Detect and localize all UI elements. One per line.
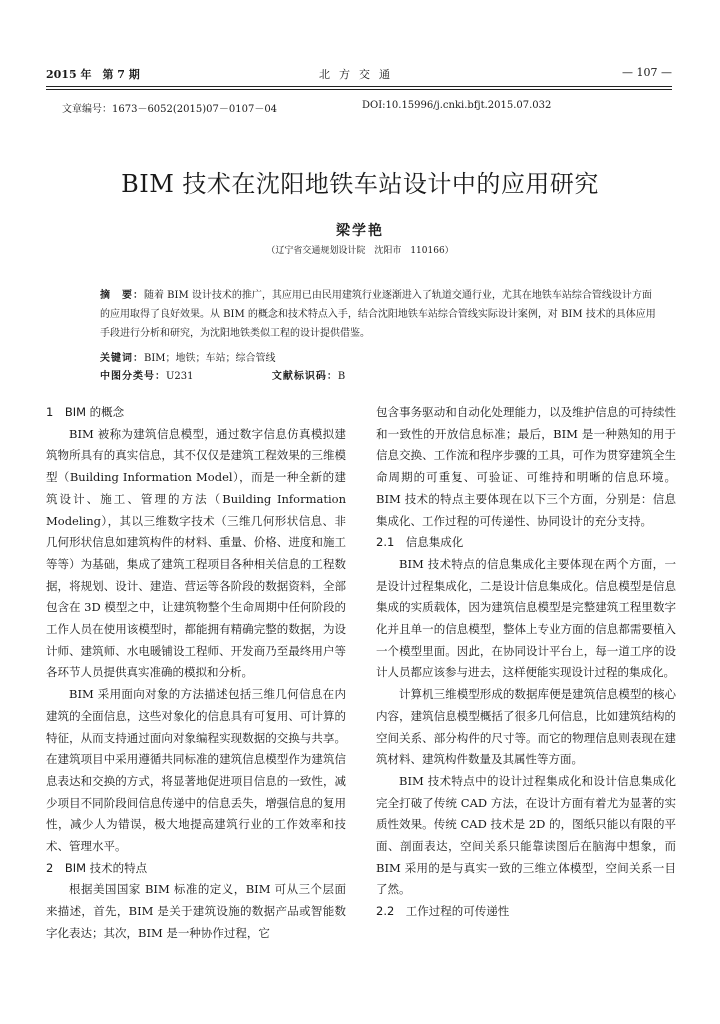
keywords-text: BIM；地铁；车站；综合管线 [144,353,276,364]
abstract-label: 摘 要： [100,290,144,301]
classification-line [100,367,345,382]
paragraph: BIM 技术特点中的设计过程集成化和设计信息集成化完全打破了传统 CAD 方法，在设计方面有着尤为显著的实质性效果。传统 CAD 技术是 2D 的，图纸只能以有限的平面、剖面表达，空间关系只能靠读图后在脑海中想象，而 BIM 采用的是与真实一致的三维立体模型，空间关系一目了然。 [376,773,676,897]
paragraph: 包含事务驱动和自动化处理能力，以及维护信息的可持续性和一致性的开放信息标准；最后，BIM 是一种熟知的用于信息交换、工作流和程序步骤的工具，可作为贯穿建筑全生命周期的可重复、可验证、可维持和明晰的信息环境。BIM 技术的特点主要体现在以下三个方面，分别是：信息集成化、工作过程的可传递性、协同设计的充分支持。 [376,405,676,528]
paragraph: BIM 技术特点的信息集成化主要体现在两个方面，一是设计过程集成化，二是设计信息集成化。信息模型是信息集成的实质载体，因为建筑信息模型是完整建筑工程里数字化并且单一的信息模型，整体上专业方面的信息都需要植入一个模型里面。因此，在协同设计平台上，每一道工序的设计人员都应该参与进去，这样便能实现设计过程的集成化。 [376,556,676,680]
doc-code-value: B [337,371,346,382]
page-number: — 107 — [622,66,672,79]
issue-label: 2015 年 第 7 期 [46,68,140,81]
author-name: 梁学艳 [336,223,384,239]
article-number: 文章编号：1673－6052(2015)07－0107－04 [62,104,278,115]
running-header [46,66,672,82]
journal-name: 北方交通 [319,68,399,81]
paragraph: BIM 被称为建筑信息模型，通过数字信息仿真模拟建筑物所具有的真实信息，其不仅仅是建筑工程效果的三维模型（Building Information Model），而是一种全新的建筑设计、施工、管理的方法（Building Information Modeling），其以三维数字技术（三维几何形状信息、非几何形状信息如建筑构件的材料、重量、价格、进度和施工等等）为基础，集成了建筑工程项目各种相关信息的工程数据，将规划、设计、建造、营运等各阶段的数据资料，全部包含在 3D 模型之中，让建筑物整个生命周期中任何阶段的工作人员在使用该模型时，都能拥有精确完整的数据，为设计师、建筑师、水电暖铺设工程师、开发商乃至最终用户等各环节人员提供真实准确的模拟和分析。 [46,426,346,680]
clc-label: 中图分类号： [100,371,166,382]
abstract [100,286,656,343]
doi: DOI:10.15996/j.cnki.bfjt.2015.07.032 [362,100,552,111]
section-heading: 2 BIM 技术的特点 [46,860,148,875]
keywords [100,349,276,364]
paper-title: BIM 技术在沈阳地铁车站设计中的应用研究 [121,170,599,198]
doc-code-label: 文献标识码： [271,371,338,382]
clc-value: U231 [166,371,194,382]
left-column [46,402,346,945]
section-heading: 1 BIM 的概念 [46,405,125,419]
paragraph: 计算机三维模型形成的数据库便是建筑信息模型的核心内容，建筑信息模型概括了很多几何信息，比如建筑结构的空间关系、部分构件的尺寸等。而它的物理信息则表现在建筑材料、建筑构件数量及其属性等方面。 [376,687,676,767]
header-rule-top [46,86,672,87]
right-column [376,402,676,923]
paragraph: BIM 采用面向对象的方法描述包括三维几何信息在内建筑的全面信息，这些对象化的信息具有可复用、可计算的特征，从而支持通过面向对象编程实现数据的交换与共享。在建筑项目中采用遵循共同标准的建筑信息模型作为建筑信息表达和交换的方式，将显著地促进项目信息的一致性，减少项目不同阶段间信息传递中的信息丢失，增强信息的复用性，减少人为错误，极大地提高建筑行业的工作效率和技术、管理水平。 [46,687,346,854]
abstract-text: 随着 BIM 设计技术的推广，其应用已由民用建筑行业逐渐进入了轨道交通行业，尤其在地铁车站综合管线设计方面的应用取得了良好效果。从 BIM 的概念和技术特点入手，结合沈阳地铁车站综合管线实际设计案例，对 BIM 技术的具体应用手段进行分析和研究，为沈阳地铁类似工程的设计提供借鉴。 [100,290,656,339]
paragraph: 根据美国国家 BIM 标准的定义，BIM 可从三个层面来描述，首先，BIM 是关于建筑设施的数据产品或智能数字化表达；其次，BIM 是一种协作过程，它 [46,882,346,940]
keywords-label: 关键词： [100,353,144,364]
section-heading: 2.1 信息集成化 [376,535,464,550]
header-rule-bottom [46,89,672,90]
affiliation: （辽宁省交通规划设计院 沈阳市 110166） [266,246,454,256]
section-heading: 2.2 工作过程的可传递性 [376,904,510,919]
